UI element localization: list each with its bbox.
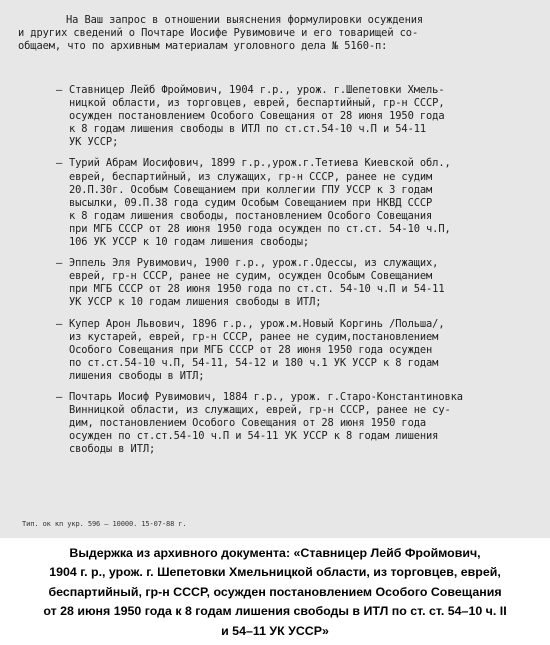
intro-line: На Ваш запрос в отношении выяснения формулировки осуждения bbox=[66, 14, 424, 26]
document-intro bbox=[0, 14, 550, 53]
caption-line: и 54–11 УК УССР» bbox=[221, 623, 329, 638]
entry-line: Эппель Эля Рувимович, 1900 г.р., урож.г.Одессы, из служащих, bbox=[69, 257, 439, 270]
convict-entry bbox=[0, 318, 550, 383]
convict-entry bbox=[0, 257, 550, 309]
entry-line: по ст.ст.54-10 ч.П, 54-11, 54-12 и 180 ч.1 УК УССР к 8 годам bbox=[69, 356, 439, 369]
convict-entry bbox=[0, 84, 550, 149]
entry-line: лишения свободы в ИТЛ; bbox=[69, 369, 205, 382]
list-dash: — bbox=[56, 84, 63, 96]
image-caption bbox=[0, 544, 550, 641]
entry-line: УК УССР; bbox=[69, 136, 119, 149]
entry-line: Купер Арон Львович, 1896 г.р., урож.м.Новый Коргинь /Польша/, bbox=[69, 317, 445, 330]
entry-line: Винницкой области, из служащих, еврей, гр-н СССР, ранее не су- bbox=[69, 404, 451, 417]
intro-line: общаем, что по архивным материалам уголовного дела № 5160-п: bbox=[18, 40, 388, 53]
list-dash: — bbox=[56, 157, 63, 170]
convict-entry bbox=[0, 157, 550, 249]
entry-line: 20.П.30г. Особым Совещанием при коллегии ГПУ УССР к 3 годам bbox=[69, 183, 433, 196]
entry-line: УК УССР к 10 годам лишения свободы в ИТЛ; bbox=[69, 296, 322, 309]
entry-line: 106 УК УССР к 10 годам лишения свободы; bbox=[69, 236, 310, 249]
entry-line: Турий Абрам Иосифович, 1899 г.р.,урож.г.Тетиева Киевской обл., bbox=[69, 157, 451, 170]
entry-line: к 8 годам лишения свободы, постановлением Особого Совещания bbox=[69, 209, 433, 222]
print-footnote: Тип. ок кп укр. 596 — 10000. 15-07-88 г. bbox=[22, 520, 187, 528]
entry-line: еврей, гр-н СССР, ранее не судим, осужден Особым Совещанием bbox=[69, 270, 433, 283]
entry-line: к 8 годам лишения свободы в ИТЛ по ст.ст.54-10 ч.П и 54-11 bbox=[69, 123, 427, 136]
entry-line: дим, постановлением Особого Совещания от 28 июня 1950 года bbox=[69, 417, 427, 430]
entry-line: свободы в ИТЛ; bbox=[69, 443, 156, 456]
entry-line: Ставницер Лейб Фроймович, 1904 г.р., урож. г.Шепетовки Хмель- bbox=[69, 84, 445, 96]
entry-line: при МГБ СССР от 28 июня 1950 года осужден по ст.ст. 54-10 ч.П, bbox=[69, 222, 451, 235]
entry-line: еврей, беспартийный, из служащих, гр-н СССР, ранее не судим bbox=[69, 170, 433, 183]
entry-line: осужден постановлением Особого Совещания от 28 июня 1950 года bbox=[69, 110, 445, 123]
caption-line: 1904 г. р., урож. г. Шепетовки Хмельницкой области, из торговцев, еврей, bbox=[49, 565, 501, 580]
entry-line: Особого Совещания при МГБ СССР от 28 июня 1950 года осужден bbox=[69, 343, 433, 356]
entry-line: из кустарей, еврей, гр-н СССР, ранее не судим,постановлением bbox=[69, 330, 439, 343]
entry-line: при МГБ СССР от 28 июня 1950 года по ст.ст. 54-10 ч.П и 54-11 bbox=[69, 283, 445, 296]
caption-line: Выдержка из архивного документа: «Ставницер Лейб Фроймович, bbox=[69, 546, 481, 560]
convict-list bbox=[0, 84, 550, 464]
entry-line: осужден по ст.ст.54-10 ч.П и 54-11 УК УССР к 8 годам лишения bbox=[69, 430, 439, 443]
intro-line: и других сведений о Почтаре Иосифе Рувимовиче и его товарищей со- bbox=[18, 27, 419, 40]
caption-line: беспартийный, гр-н СССР, осужден постановлением Особого Совещания bbox=[48, 584, 502, 599]
list-dash: — bbox=[56, 257, 63, 270]
list-dash: — bbox=[56, 317, 63, 330]
caption-line: от 28 июня 1950 года к 8 годам лишения свободы в ИТЛ по ст. ст. 54–10 ч. II bbox=[43, 604, 507, 619]
entry-line: высылки, 09.П.38 года судим Особым Совещанием при НКВД СССР bbox=[69, 196, 433, 209]
entry-line: Почтарь Иосиф Рувимович, 1884 г.р., урож. г.Старо-Константиновка bbox=[69, 390, 463, 403]
convict-entry bbox=[0, 391, 550, 456]
list-dash: — bbox=[56, 390, 63, 403]
entry-line: ницкой области, из торговцев, еврей, беспартийный, гр-н СССР, bbox=[69, 97, 445, 110]
